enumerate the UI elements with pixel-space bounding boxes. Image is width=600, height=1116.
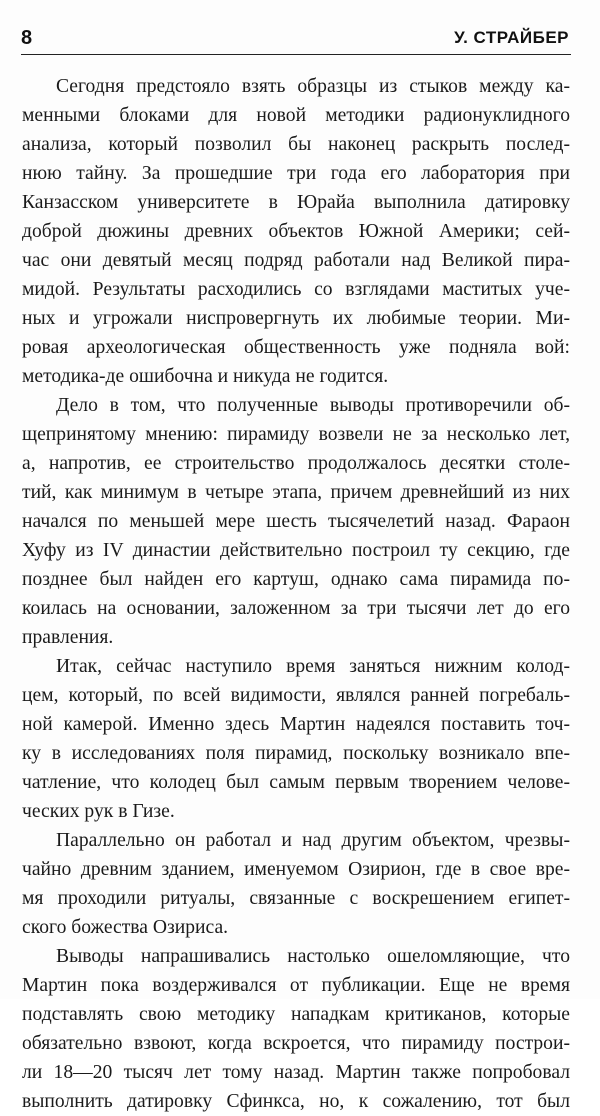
text-line: Параллельно он работал и над другим объектом, чрезвы- — [56, 830, 570, 851]
text-line: коилась на основании, заложенном за три тысячи лет до его — [22, 598, 570, 619]
text-line: Выводы напрашивались настолько ошеломляющие, что — [56, 946, 570, 967]
text-line: Хуфу из IV династии действительно построил ту секцию, где — [22, 540, 570, 561]
text-line: чатление, что колодец был самым первым творением челове- — [22, 772, 570, 793]
text-line: анализа, который позволил бы наконец раскрыть послед- — [22, 134, 570, 155]
text-line: позднее был найден его картуш, однако сама пирамида по- — [22, 569, 570, 590]
text-line: правления. — [22, 627, 114, 648]
text-line: Дело в том, что полученные выводы противоречили об- — [56, 395, 570, 416]
text-line: начался по меньшей мере шесть тысячелетий назад. Фараон — [22, 511, 570, 532]
text-line: подставлять свою методику нападкам критиканов, которые — [22, 1004, 570, 1025]
text-line: ского божества Озириса. — [22, 917, 229, 938]
text-line: цем, который, по всей видимости, являлся ранней погребаль- — [22, 685, 570, 706]
page-header — [21, 26, 571, 55]
text-line: ли 18—20 тысяч лет тому назад. Мартин также попробовал — [22, 1062, 570, 1083]
paragraph-1 — [22, 72, 570, 391]
text-line: методика-де ошибочна и никуда не годится. — [22, 366, 389, 387]
text-line: Канзасском университете в Юрайа выполнила датировку — [22, 192, 570, 213]
text-line: Мартин пока воздерживался от публикации. Еще не время — [22, 975, 570, 996]
body-text — [22, 72, 570, 1116]
paragraph-5 — [22, 942, 570, 1116]
text-line: ку в исследованиях поля пирамид, поскольку возникало впе- — [22, 743, 570, 764]
paragraph-3 — [22, 652, 570, 826]
text-line: обязательно взвоют, когда вскроется, что пирамиду построи- — [22, 1033, 570, 1054]
text-line: нюю тайну. За прошедшие три года его лаборатория при — [22, 163, 570, 184]
text-line: ровая археологическая общественность уже подняла вой: — [22, 337, 570, 358]
text-line: щепринятому мнению: пирамиду возвели не за несколько лет, — [22, 424, 570, 445]
text-line: мя проходили ритуалы, связанные с воскрешением египет- — [22, 888, 570, 909]
text-line: менными блоками для новой методики радионуклидного — [22, 105, 570, 126]
text-line: мидой. Результаты расходились со взглядами маститых уче- — [22, 279, 570, 300]
text-line: ных и угрожали ниспровергнуть их любимые теории. Ми- — [22, 308, 570, 329]
text-line: чайно древним зданием, именуемом Озирион, где в свое вре- — [22, 859, 570, 880]
text-line: выполнить датировку Сфинкса, но, к сожалению, тот был — [22, 1091, 570, 1112]
text-line: ческих рук в Гизе. — [22, 801, 175, 822]
paragraph-2 — [22, 391, 570, 652]
text-line: доброй дюжины древних объектов Южной Америки; сей- — [22, 221, 570, 242]
text-line: час они девятый месяц подряд работали над Великой пира- — [22, 250, 570, 271]
paragraph-4 — [22, 826, 570, 942]
page-number: 8 — [21, 27, 33, 49]
text-line: тий, как минимум в четыре этапа, причем древнейший из них — [22, 482, 570, 503]
text-line: ной камерой. Именно здесь Мартин надеялся поставить точ- — [22, 714, 570, 735]
running-head-author: У. СТРАЙБЕР — [454, 28, 569, 47]
text-line: Итак, сейчас наступило время заняться нижним колод- — [56, 656, 570, 677]
text-line: а, напротив, ее строительство продолжалось десятки столе- — [22, 453, 570, 474]
text-line: Сегодня предстояло взять образцы из стыков между ка- — [56, 76, 570, 97]
